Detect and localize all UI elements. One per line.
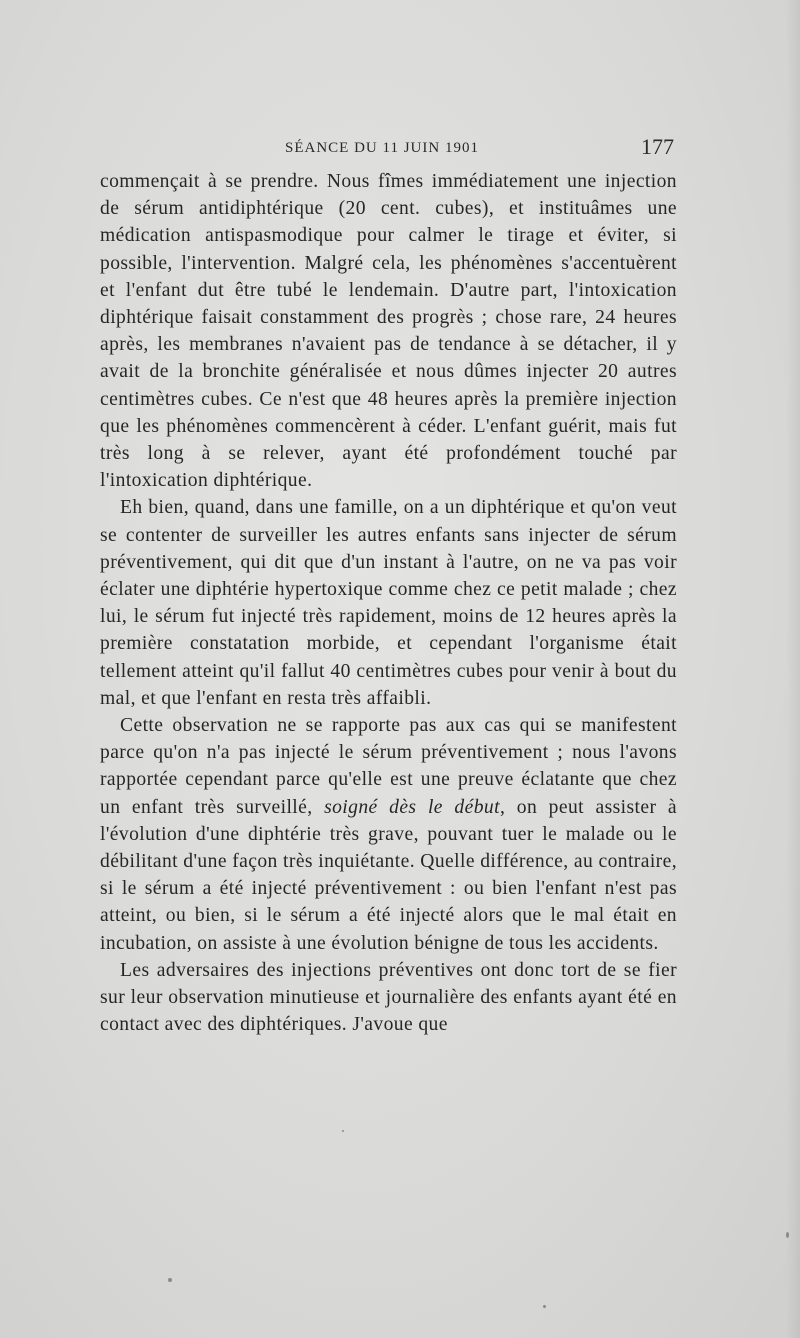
paper-speck — [786, 1232, 789, 1238]
paragraph-1: commençait à se prendre. Nous fîmes immédiatement une injection de sérum antidiphtérique (20 cent. cubes), et instituâmes une médication antispasmodique pour calmer le tirage et éviter, si possible, l'intervention. Malgré cela, les phénomènes s'accentuèrent et l'enfant dut être tubé le lendemain. D'autre part, l'intoxication diphtérique faisait constamment des progrès ; chose rare, 24 heures après, les membranes n'avaient pas de tendance à se détacher, il y avait de la bronchite généralisée et nous dûmes injecter 20 autres centimètres cubes. Ce n'est que 48 heures après la première injection que les phénomènes commencèrent à céder. L'enfant guérit, mais fut très long à se relever, ayant été profondément touché par l'intoxication diphtérique. — [100, 171, 677, 492]
page-header — [100, 134, 678, 164]
paragraph-4: Les adversaires des injections préventives ont donc tort de se fier sur leur observation minutieuse et journalière des enfants ayant été en contact avec des diphtériques. J'avoue que — [100, 959, 677, 1036]
paragraph-3-text-before: Cette observation ne se rapporte pas aux cas qui se manifestent parce qu'on n'a pas injecté le sérum préventivement ; nous l'avons rapportée cependant parce qu'elle est une preuve éclatante que chez un enfant très surveillé, — [100, 715, 677, 818]
paragraph-3-text-after: , on peut assister à l'évolution d'une diphtérie très grave, pouvant tuer le malade ou le débilitant d'une façon très inquiétante. Quelle différence, au contraire, si le sérum a été injecté préventivement : ou bien l'enfant n'est pas atteint, ou bien, si le sérum a été injecté alors que le mal était en incubation, on assiste à une évolution bénigne de tous les accidents. — [100, 796, 678, 954]
page-edge-shadow — [786, 0, 800, 1338]
paragraph-2: Eh bien, quand, dans une famille, on a un diphtérique et qu'on veut se contenter de surveiller les autres enfants sans injecter de sérum préventivement, qui dit que d'un instant à l'autre, on ne va pas voir éclater une diphtérie hypertoxique comme chez ce petit malade ; chez lui, le sérum fut injecté très rapidement, moins de 12 heures après la première constatation morbide, et cependant l'organisme était tellement atteint qu'il fallut 40 centimètres cubes pour venir à bout du mal, et que l'enfant en resta très affaibli. — [100, 497, 677, 709]
running-head: SÉANCE DU 11 JUIN 1901 — [285, 140, 479, 156]
paper-speck — [168, 1278, 172, 1282]
body-text — [100, 168, 677, 1039]
paper-speck — [543, 1305, 546, 1308]
page-number: 177 — [641, 134, 674, 159]
italic-phrase: soigné dès le début — [324, 796, 500, 818]
paper-speck — [342, 1130, 344, 1132]
paragraph-3 — [100, 712, 677, 957]
